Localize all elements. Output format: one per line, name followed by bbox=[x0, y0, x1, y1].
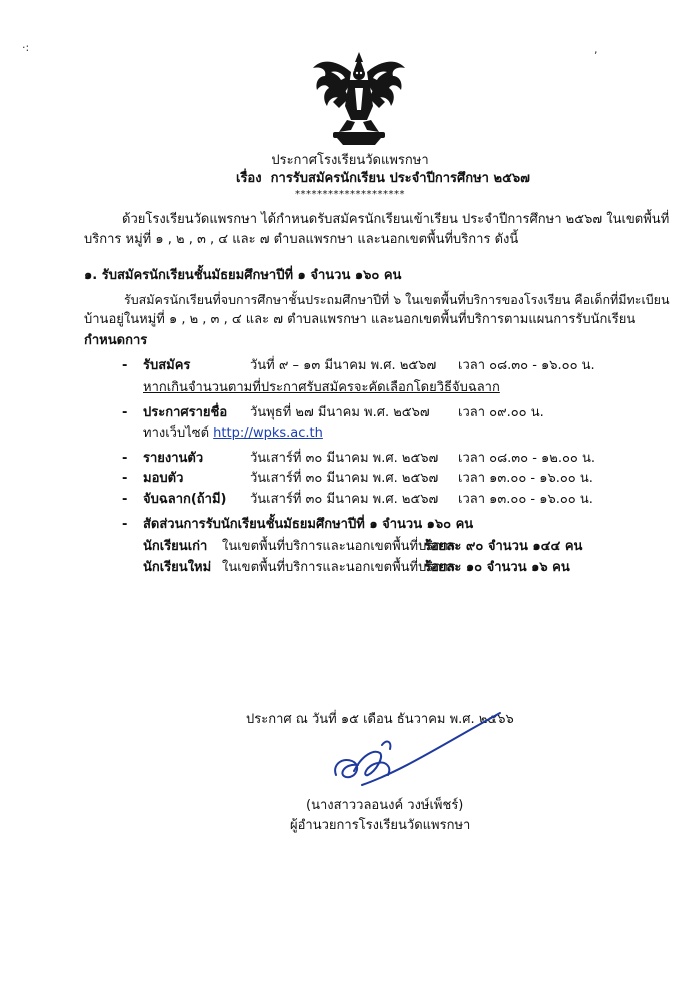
schedule-heading: กำหนดการ bbox=[84, 333, 148, 348]
old-students-area: ในเขตพื้นที่บริการและนอกเขตพื้นที่บริการ bbox=[222, 539, 456, 554]
section-1-line-2: บ้านอยู่ในหมู่ที่ ๑ , ๒ , ๓ , ๔ และ ๗ ตำบลแพรกษา และนอกเขตพื้นที่บริการตามแผนการรับนักเรียน bbox=[84, 312, 636, 327]
website-line bbox=[143, 426, 323, 442]
subject-text: การรับสมัครนักเรียน ประจำปีการศึกษา ๒๕๖๗ bbox=[270, 171, 530, 186]
report-date: วันเสาร์ที่ ๓๐ มีนาคม พ.ศ. ๒๕๖๗ bbox=[250, 451, 439, 466]
apply-label: รับสมัคร bbox=[143, 358, 191, 373]
section-1-line-1: รับสมัครนักเรียนที่จบการศึกษาชั้นประถมศึกษาปีที่ ๖ ในเขตพื้นที่บริการของโรงเรียน คือเด็กที่มีทะเบียน bbox=[124, 292, 670, 307]
old-students-ratio: ร้อยละ ๙๐ จำนวน ๑๔๔ คน bbox=[424, 539, 583, 554]
subject-line bbox=[236, 171, 530, 187]
intro-line-2: บริการ หมู่ที่ ๑ , ๒ , ๓ , ๔ และ ๗ ตำบลแพรกษา และนอกเขตพื้นที่บริการ ดังนี้ bbox=[84, 232, 519, 247]
bullet: - bbox=[122, 471, 128, 486]
announcement-title: ประกาศโรงเรียนวัดแพรกษา bbox=[271, 153, 429, 168]
lottery-time: เวลา ๑๓.๐๐ - ๑๖.๐๐ น. bbox=[458, 492, 593, 507]
handover-date: วันเสาร์ที่ ๓๐ มีนาคม พ.ศ. ๒๕๖๗ bbox=[250, 471, 439, 486]
header-divider: ******************** bbox=[295, 189, 405, 200]
old-students-label: นักเรียนเก่า bbox=[143, 539, 208, 554]
handover-time: เวลา ๑๓.๐๐ - ๑๖.๐๐ น. bbox=[458, 471, 593, 486]
bullet: - bbox=[122, 492, 128, 507]
garuda-emblem-icon bbox=[311, 50, 407, 146]
handover-label: มอบตัว bbox=[143, 471, 184, 486]
website-link[interactable]: http://wpks.ac.th bbox=[213, 426, 323, 441]
scan-speck: ·: bbox=[22, 41, 30, 54]
announce-date: วันพุธที่ ๒๗ มีนาคม พ.ศ. ๒๕๖๗ bbox=[250, 405, 430, 420]
signer-name: (นางสาววลอนงค์ วงษ์เพ็ชร์) bbox=[306, 798, 464, 813]
apply-note: หากเกินจำนวนตามที่ประกาศรับสมัครจะคัดเลือกโดยวิธีจับฉลาก bbox=[143, 380, 500, 395]
announce-time: เวลา ๐๙.๐๐ น. bbox=[458, 405, 544, 420]
bullet: - bbox=[122, 358, 128, 373]
new-students-area: ในเขตพื้นที่บริการและนอกเขตพื้นที่บริการ bbox=[222, 560, 456, 575]
scan-speck: , bbox=[594, 43, 598, 56]
lottery-date: วันเสาร์ที่ ๓๐ มีนาคม พ.ศ. ๒๕๖๗ bbox=[250, 492, 439, 507]
signature-icon bbox=[322, 705, 512, 795]
intro-line-1: ด้วยโรงเรียนวัดแพรกษา ได้กำหนดรับสมัครนักเรียนเข้าเรียน ประจำปีการศึกษา ๒๕๖๗ ในเขตพื้นที่ bbox=[122, 212, 670, 227]
report-label: รายงานตัว bbox=[143, 451, 204, 466]
announce-date-line: ประกาศ ณ วันที่ ๑๕ เดือน ธันวาคม พ.ศ. ๒๕๖๖ bbox=[246, 712, 514, 727]
ratio-heading: สัดส่วนการรับนักเรียนชั้นมัธยมศึกษาปีที่ ๑ จำนวน ๑๖๐ คน bbox=[143, 517, 474, 532]
section-1-heading: ๑. รับสมัครนักเรียนชั้นมัธยมศึกษาปีที่ ๑ จำนวน ๑๖๐ คน bbox=[84, 268, 402, 283]
website-prefix: ทางเว็บไซต์ bbox=[143, 426, 210, 441]
new-students-ratio: ร้อยละ ๑๐ จำนวน ๑๖ คน bbox=[424, 560, 570, 575]
lottery-label: จับฉลาก(ถ้ามี) bbox=[143, 492, 227, 507]
apply-date: วันที่ ๙ – ๑๓ มีนาคม พ.ศ. ๒๕๖๗ bbox=[250, 358, 437, 373]
announce-label: ประกาศรายชื่อ bbox=[143, 405, 228, 420]
report-time: เวลา ๐๘.๓๐ - ๑๒.๐๐ น. bbox=[458, 451, 595, 466]
bullet: - bbox=[122, 517, 128, 532]
apply-time: เวลา ๐๘.๓๐ - ๑๖.๐๐ น. bbox=[458, 358, 595, 373]
bullet: - bbox=[122, 405, 128, 420]
signer-position: ผู้อำนวยการโรงเรียนวัดแพรกษา bbox=[290, 818, 471, 833]
bullet: - bbox=[122, 451, 128, 466]
subject-label: เรื่อง bbox=[236, 171, 262, 186]
new-students-label: นักเรียนใหม่ bbox=[143, 560, 212, 575]
